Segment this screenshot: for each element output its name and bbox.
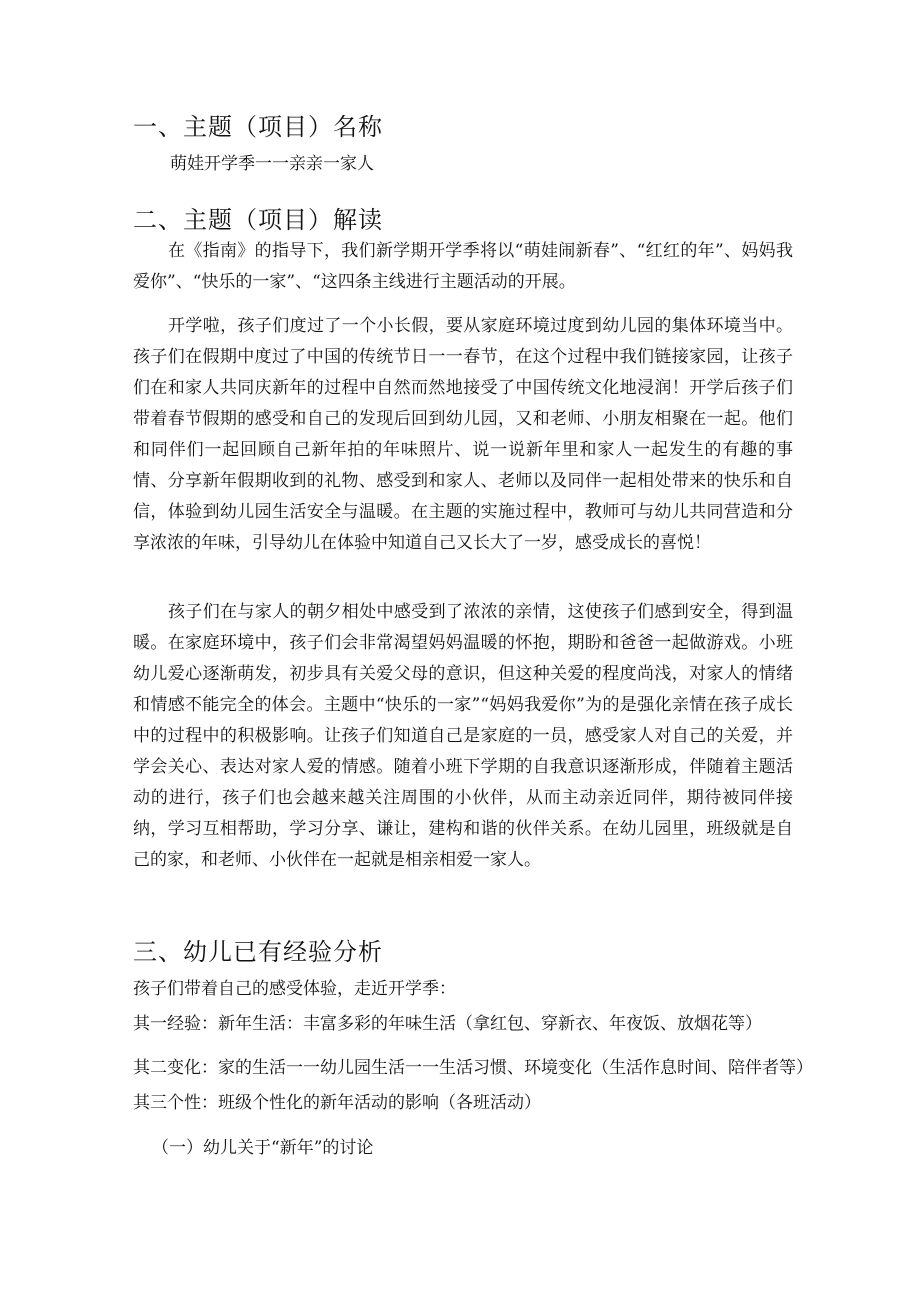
- section2-heading: 二、主题（项目）解读: [133, 206, 383, 234]
- experience-line-1: 其一经验：新年生活：丰富多彩的年味生活（拿红包、穿新衣、年夜饭、放烟花等）: [133, 1014, 762, 1034]
- experience-intro: 孩子们带着自己的感受体验，走近开学季：: [133, 979, 456, 999]
- section1-heading: 一、主题（项目）名称: [133, 113, 383, 141]
- experience-line-3: 其三个性：班级个性化的新年活动的影响（各班活动）: [133, 1093, 541, 1113]
- section2-paragraph-1: 在《指南》的指导下，我们新学期开学季将以“萌娃闹新春”、“红红的年”、妈妈我爱你”、“快乐的一家”、“这四条主线进行主题活动的开展。: [133, 241, 793, 292]
- experience-line-2: 其二变化：家的生活一一幼儿园生活一一生活习惯、环境变化（生活作息时间、陪伴者等）: [133, 1058, 813, 1078]
- theme-name: 萌娃开学季一一亲亲一家人: [170, 154, 374, 174]
- section2-paragraph-2: 开学啦，孩子们度过了一个小长假，要从家庭环境过度到幼儿园的集体环境当中。孩子们在假期中度过了中国的传统节日一一春节，在这个过程中我们链接家园，让孩子们在和家人共同庆新年的过程中自然而然地接受了中国传统文化地浸润！开学后孩子们带着春节假期的感受和自己的发现后回到幼儿园，又和老师、小朋友相聚在一起。他们和同伴们一起回顾自己新年拍的年味照片、说一说新年里和家人一起发生的有趣的事情、分享新年假期收到的礼物、感受到和家人、老师以及同伴一起相处带来的快乐和自信，体验到幼儿园生活安全与温暖。在主题的实施过程中，教师可与幼儿共同营造和分享浓浓的年味，引导幼儿在体验中知道自己又长大了一岁，感受成长的喜悦！: [133, 316, 793, 553]
- section3-subheading: （一）幼儿关于“新年”的讨论: [152, 1138, 374, 1158]
- section2-paragraph-3: 孩子们在与家人的朝夕相处中感受到了浓浓的亲情，这使孩子们感到安全，得到温暖。在家庭环境中，孩子们会非常渴望妈妈温暖的怀抱，期盼和爸爸一起做游戏。小班幼儿爱心逐渐萌发，初步具有关爱父母的意识，但这种关爱的程度尚浅，对家人的情绪和情感不能完全的体会。主题中“快乐的一家”“妈妈我爱你”为的是强化亲情在孩子成长中的过程中的积极影响。让孩子们知道自己是家庭的一员，感受家人对自己的关爱，并学会关心、表达对家人爱的情感。随着小班下学期的自我意识逐渐形成，伴随着主题活动的进行，孩子们也会越来越关注周围的小伙伴，从而主动亲近同伴，期待被同伴接纳，学习互相帮助，学习分享、谦让，建构和谐的伙伴关系。在幼儿园里，班级就是自己的家，和老师、小伙伴在一起就是相亲相爱一家人。: [133, 602, 793, 870]
- section3-heading: 三、幼儿已有经验分析: [133, 938, 383, 966]
